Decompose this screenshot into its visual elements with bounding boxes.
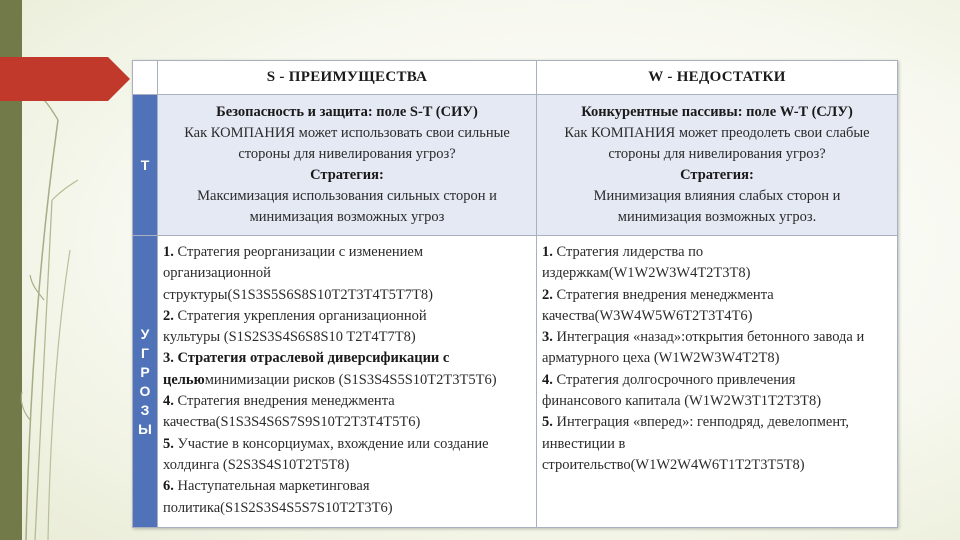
w-strategy-text: Интеграция «вперед»: генподряд, девелопмент, [552,414,849,431]
st-strategy-line: минимизация возможных угроз [249,209,445,225]
s-strategy-line [163,242,532,263]
w-strategy-number: 5. [542,414,553,431]
threats-letter: З [140,401,150,418]
w-strategy-text: качества(W3W4W5W6T2T3T4T6) [542,307,753,324]
s-strategy-text: Стратегия реорганизации с изменением [173,244,424,260]
w-strategy-item [542,242,893,285]
s-strategy-text: качества(S1S3S4S6S7S9S10T2T3T4T5T6) [163,414,421,431]
weaknesses-strategies-list [537,236,898,528]
wt-strategy-line: минимизация возможных угроз. [617,209,817,225]
w-strategy-line [542,391,893,412]
wt-question-line: стороны для нивелирования угроз? [608,146,826,162]
w-strategy-number: 2. [542,286,553,303]
w-strategy-line [542,263,893,284]
w-strategy-line [542,242,893,263]
w-strategy-line [542,327,893,348]
threats-letter: Г [141,344,149,361]
st-field-title: Безопасность и защита: поле S-T (СИУ) [216,104,478,120]
red-arrow-shape [0,57,130,101]
w-strategy-item [542,327,893,370]
w-strategy-text: финансового капитала (W1W2W3T1T2T3T8) [542,393,822,410]
w-strategy-text: строительство(W1W2W4W6T1T2T3T5T8) [542,456,805,473]
w-strategy-line [542,434,893,455]
wt-field-cell [537,95,898,236]
s-strategy-item [163,306,532,349]
column-header-weaknesses: W - НЕДОСТАТКИ [537,61,898,95]
w-strategy-text: Интеграция «назад»:открытия бетонного завода и [552,329,865,346]
s-strategy-line [163,391,532,412]
s-strategy-number: 3. Стратегия отраслевой диверсификации с целью [163,350,450,388]
column-header-strengths: S - ПРЕИМУЩЕСТВА [158,61,537,95]
table-corner-cell [133,61,158,95]
s-strategy-text: политика(S1S2S3S4S5S7S10T2T3T6) [163,499,393,516]
strengths-strategies-list [158,236,537,528]
w-strategy-item [542,412,893,476]
w-strategy-item [542,370,893,413]
w-strategy-number: 4. [542,371,553,388]
w-strategy-number: 3. [542,329,553,346]
s-strategy-text: Наступательная маркетинговая [173,478,370,495]
s-strategy-line [163,498,532,519]
w-strategy-line [542,370,893,391]
threats-letter: О [139,382,151,399]
s-strategy-line [163,285,532,306]
s-strategy-number: 6. [163,478,174,495]
row-label-threats [133,236,158,528]
wt-strategy-line: Минимизация влияния слабых сторон и [593,188,841,204]
s-strategy-item [163,242,532,306]
s-strategy-text: организационной [163,265,271,282]
wt-field-title: Конкурентные пассивы: поле W-T (СЛУ) [581,104,853,120]
s-strategy-text: культуры (S1S2S3S4S6S8S10 T2T4T7T8) [163,329,416,346]
s-strategy-text: Участие в консорциумах, вхождение или создание [173,435,489,452]
threats-letter: У [140,325,150,342]
s-strategy-text: Стратегия внедрения менеджмента [173,393,395,410]
st-strategy-line: Максимизация использования сильных сторон и [197,188,497,204]
s-strategy-line [163,263,532,284]
w-strategy-text: инвестиции в [542,435,626,452]
s-strategy-line [163,455,532,476]
s-strategy-item [163,348,532,391]
st-field-cell [158,95,537,236]
w-strategy-text: издержкам(W1W2W3W4T2T3T8) [542,265,751,282]
st-strategy-label: Стратегия: [310,167,384,183]
s-strategy-line [163,348,532,391]
w-strategy-text: Стратегия внедрения менеджмента [552,286,774,303]
swot-threats-table [132,60,898,528]
w-strategy-line [542,306,893,327]
w-strategy-line [542,285,893,306]
s-strategy-text: холдинга (S2S3S4S10T2T5T8) [163,456,350,473]
s-strategy-item [163,391,532,434]
w-strategy-text: арматурного цеха (W1W2W3W4T2T8) [542,350,780,367]
w-strategy-line [542,348,893,369]
w-strategy-number: 1. [542,244,553,260]
s-strategy-line [163,434,532,455]
s-strategy-text: Стратегия укрепления организационной [173,307,427,324]
wt-question-line: Как КОМПАНИЯ может преодолеть свои слабые [564,125,870,141]
wt-strategy-label: Стратегия: [680,167,754,183]
row-label-t: Т [133,95,158,236]
s-strategy-item [163,476,532,519]
st-question-line: Как КОМПАНИЯ может использовать свои сильные [184,125,510,141]
w-strategy-item [542,285,893,328]
s-strategy-number: 2. [163,307,174,324]
w-strategy-text: Стратегия лидерства по [552,244,704,260]
s-strategy-number: 1. [163,244,174,260]
w-strategy-text: Стратегия долгосрочного привлечения [552,371,796,388]
threats-letter: Р [140,363,150,380]
st-question-line: стороны для нивелирования угроз? [238,146,456,162]
s-strategy-item [163,434,532,477]
threats-letter: Ы [138,420,152,437]
w-strategy-line [542,455,893,476]
s-strategy-line [163,412,532,433]
w-strategy-line [542,412,893,433]
s-strategy-number: 4. [163,393,174,410]
s-strategy-line [163,476,532,497]
s-strategy-text: минимизации рисков (S1S3S4S5S10T2T3T5T6) [204,371,497,388]
s-strategy-line [163,327,532,348]
s-strategy-number: 5. [163,435,174,452]
s-strategy-line [163,306,532,327]
s-strategy-text: структуры(S1S3S5S6S8S10T2T3T4T5T7T8) [163,286,433,303]
